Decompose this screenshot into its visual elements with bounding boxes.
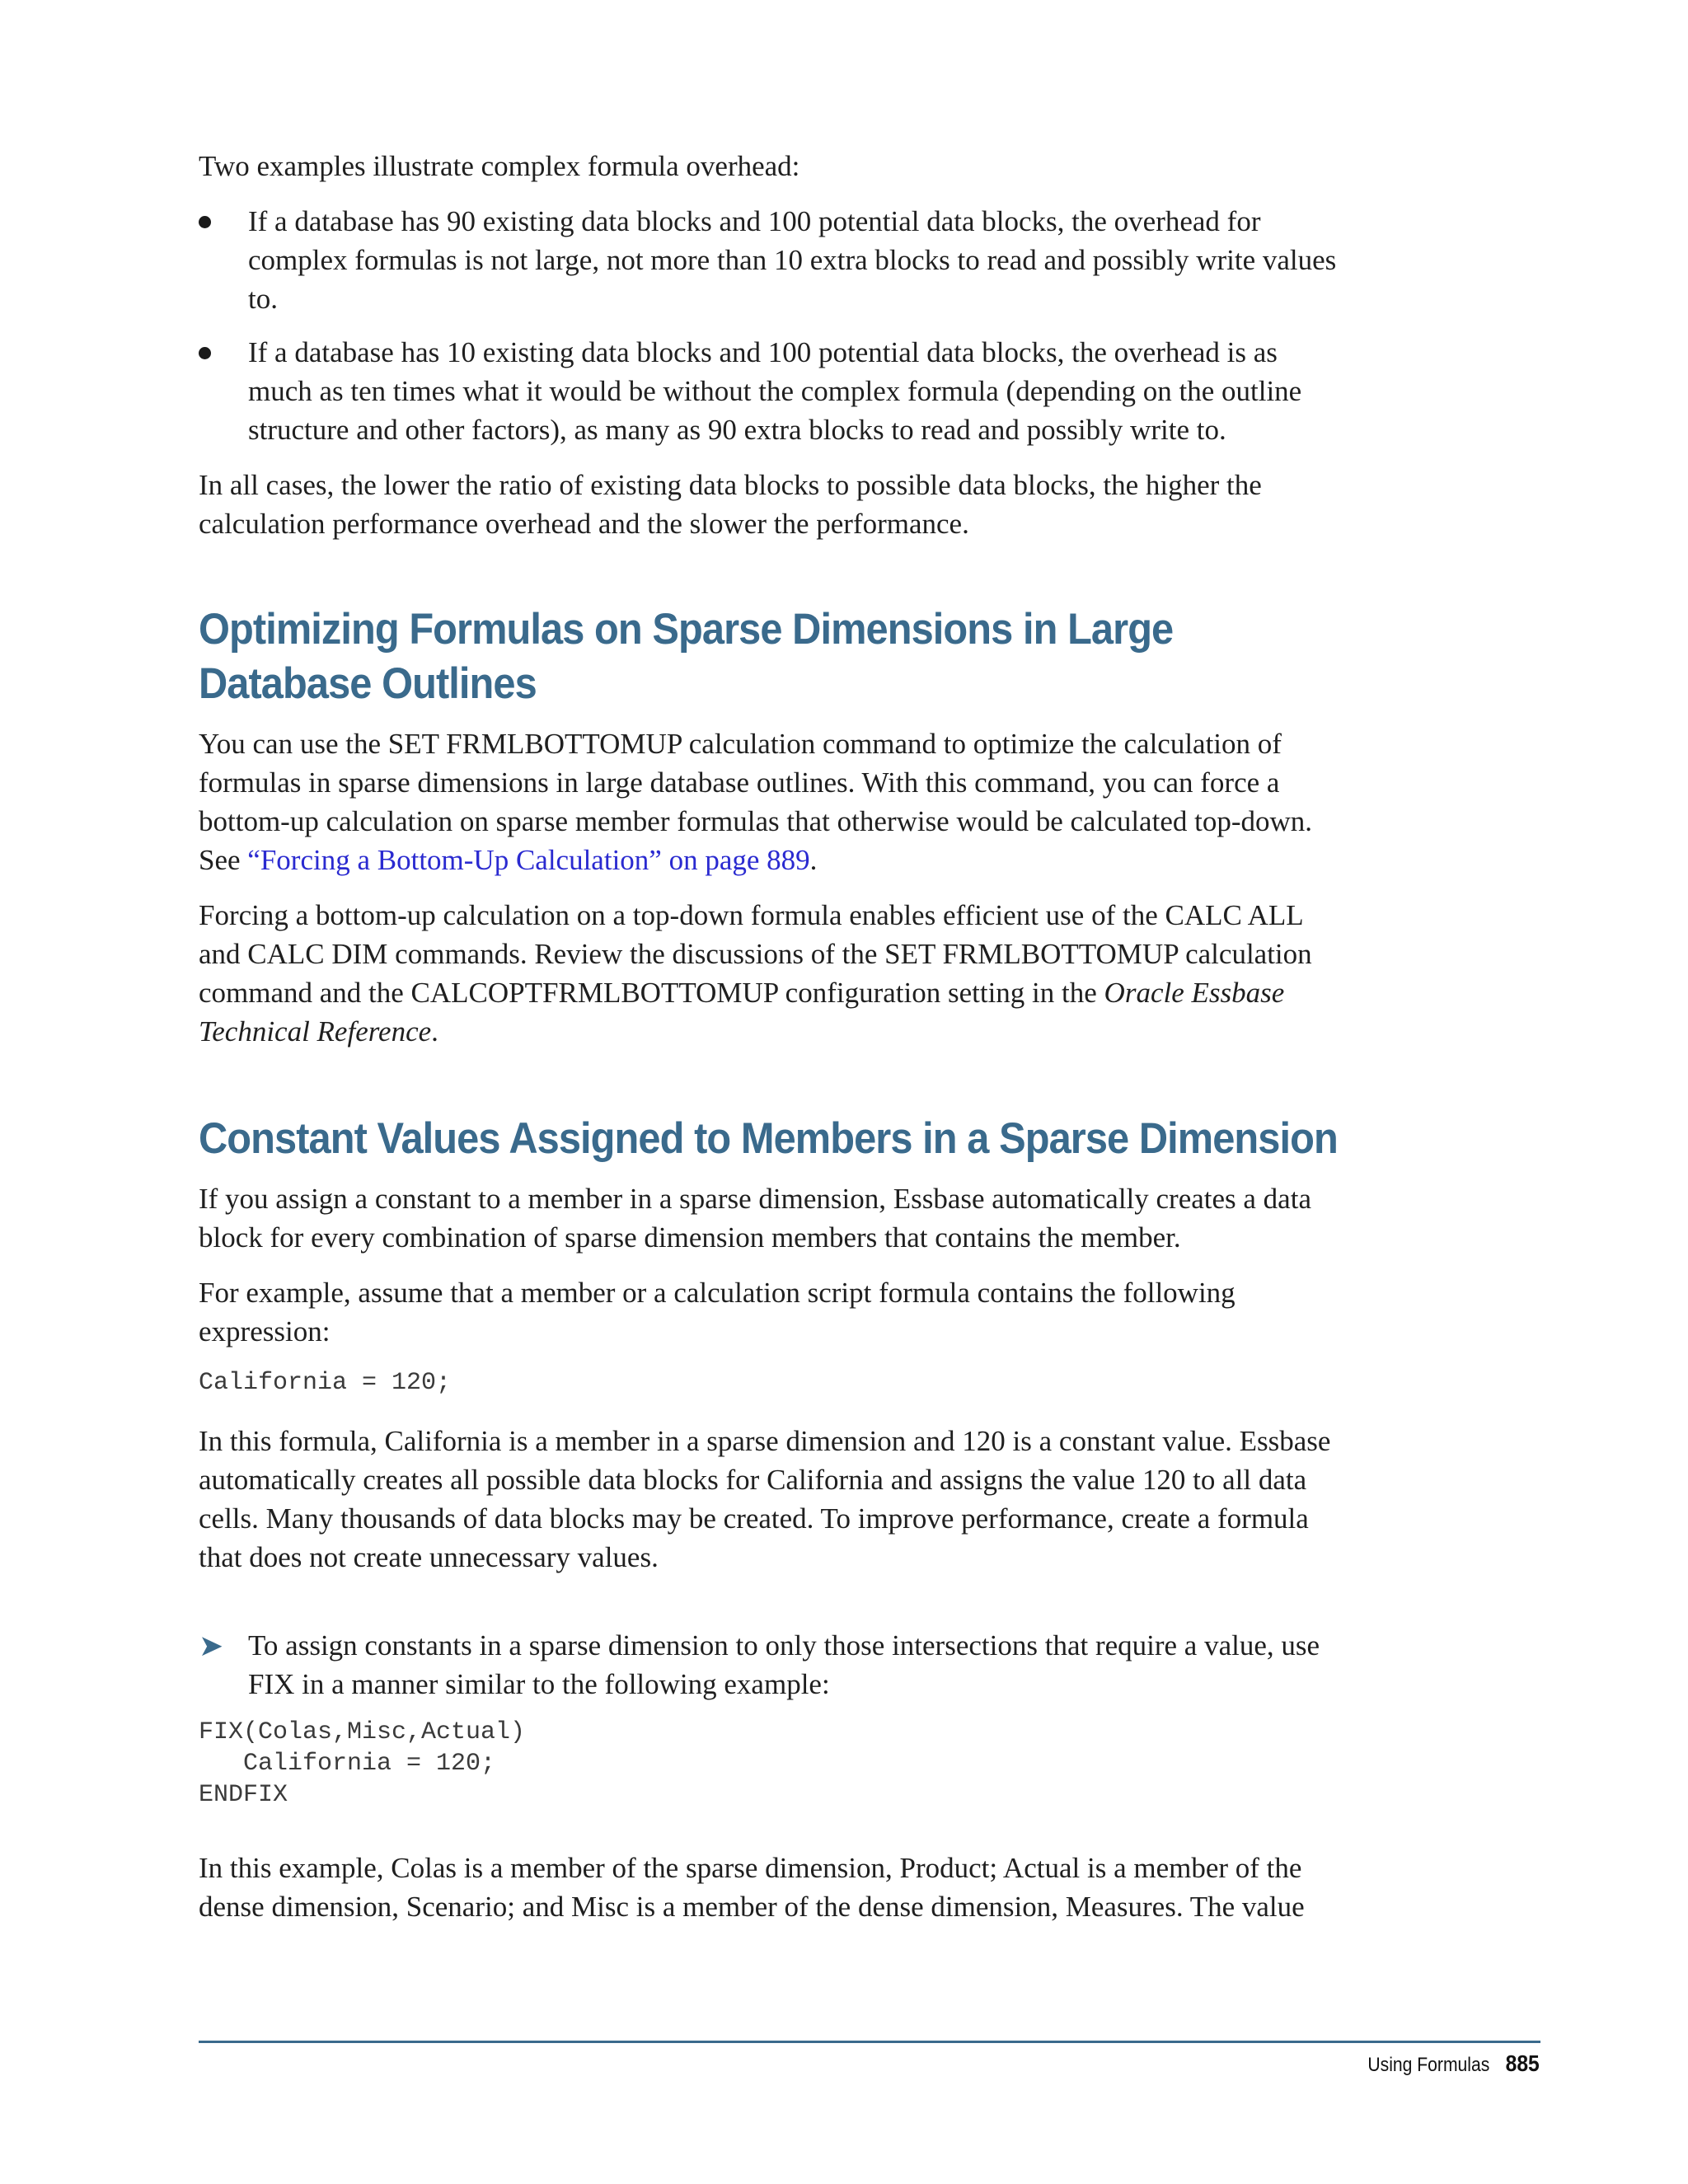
section-heading-optimizing bbox=[199, 602, 1343, 711]
fix-explanation-paragraph: In this example, Colas is a member of the sparse dimension, Product; Actual is a member of the dense dimension, Scenario; and Misc is a member of the dense dimension, Measures. The value bbox=[199, 1852, 1305, 1923]
bullet-icon bbox=[199, 347, 211, 359]
list-item-text: If a database has 90 existing data blocks and 100 potential data blocks, the overhead for complex formulas is not large, not more than 10 extra blocks to read and possibly write values to. bbox=[248, 205, 1337, 315]
paragraph-end: . bbox=[809, 844, 818, 876]
forcing-bottom-up-link[interactable]: “Forcing a Bottom-Up Calculation” on page 889 bbox=[247, 844, 810, 876]
heading-line-1: Optimizing Formulas on Sparse Dimensions in Large bbox=[199, 605, 1174, 654]
section-heading-constant-values: Constant Values Assigned to Members in a Sparse Dimension bbox=[199, 1114, 1338, 1163]
intro-paragraph: Two examples illustrate complex formula overhead: bbox=[199, 150, 800, 182]
paragraph-text: You can use the SET FRMLBOTTOMUP calculation command to optimize the calculation of formulas in sparse dimensions in large database outlines. With this command, you can force a bottom-up calculation on sparse member formulas that otherwise would be calculated top-down. See bbox=[199, 728, 1313, 876]
bullet-icon bbox=[199, 216, 211, 228]
summary-paragraph: In all cases, the lower the ratio of existing data blocks to possible data blocks, the higher the calculation performance overhead and the slower the performance. bbox=[199, 469, 1262, 540]
paragraph-end: . bbox=[431, 1015, 438, 1047]
page-footer bbox=[1368, 2050, 1540, 2077]
page-number: 885 bbox=[1505, 2050, 1540, 2076]
calc-all-paragraph bbox=[199, 896, 1344, 1051]
list-item bbox=[199, 333, 1344, 449]
footer-section-title: Using Formulas bbox=[1367, 2054, 1490, 2076]
code-example-fix: FIX(Colas,Misc,Actual) California = 120; ENDFIX bbox=[199, 1718, 526, 1809]
arrow-right-icon: ➤ bbox=[199, 1629, 224, 1663]
footer-divider bbox=[199, 2041, 1540, 2043]
page-content bbox=[199, 147, 1344, 1943]
code-example-california: California = 120; bbox=[199, 1369, 452, 1397]
reference-title: Oracle Essbase Technical Reference bbox=[199, 977, 1285, 1047]
list-item-text: If a database has 10 existing data blocks and 100 potential data blocks, the overhead is as much as ten times what it would be without the complex formula (depending on the outline structure and other factors), as many as 90 extra blocks to read and possibly write to. bbox=[248, 336, 1302, 446]
paragraph-text: Forcing a bottom-up calculation on a top-down formula enables efficient use of the CALC ALL and CALC DIM commands. Review the discussions of the SET FRMLBOTTOMUP calculation command and the CALCOPTFRMLBOTTOMUP configuration setting in the bbox=[199, 899, 1312, 1009]
overhead-examples-list bbox=[199, 202, 1344, 449]
procedure-text: To assign constants in a sparse dimension to only those intersections that require a value, use FIX in a manner similar to the following example: bbox=[248, 1629, 1320, 1700]
formula-explanation-paragraph: In this formula, California is a member in a sparse dimension and 120 is a constant value. Essbase automatically creates all possible data blocks for California and assigns the value 120 to all data cells. Many thousands of data blocks may be created. To improve performance, create a formula that does not create unnecessary values. bbox=[199, 1425, 1331, 1573]
example-paragraph: For example, assume that a member or a calculation script formula contains the following expression: bbox=[199, 1277, 1236, 1347]
heading-line-2: Database Outlines bbox=[199, 659, 537, 708]
procedure-step bbox=[199, 1626, 1344, 1704]
frmlbottomup-paragraph bbox=[199, 724, 1344, 879]
constant-paragraph: If you assign a constant to a member in a sparse dimension, Essbase automatically creates a data block for every combination of sparse dimension members that contains the member. bbox=[199, 1183, 1311, 1254]
list-item bbox=[199, 202, 1344, 318]
